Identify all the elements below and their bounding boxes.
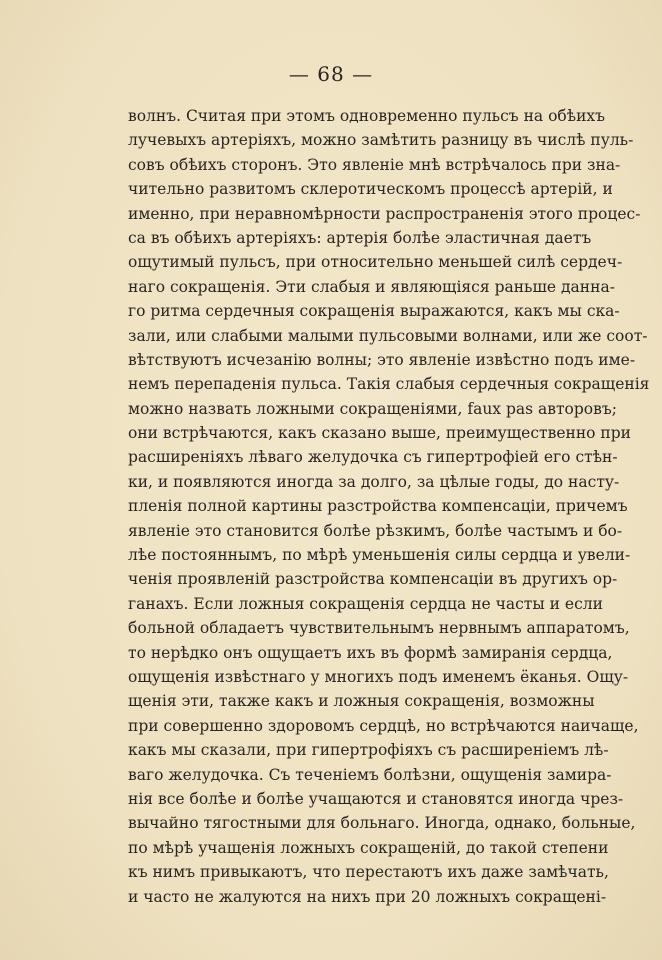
body-text: [128, 104, 650, 909]
text-line: къ нимъ привыкаютъ, что перестаютъ ихъ даже замѣчать,: [128, 863, 609, 882]
text-line: можно назвать ложными сокращеніями, faux pas авторовъ;: [128, 399, 617, 418]
text-line: пленія полной картины разстройства компенсаціи, причемъ: [128, 497, 628, 516]
text-line: ганахъ. Если ложныя сокращенія сердца не часты и если: [128, 594, 603, 613]
text-line: ваго желудочка. Съ теченіемъ болѣзни, ощущенія замира-: [128, 765, 612, 784]
text-line: наго сокращенія. Эти слабыя и являющіяся раньше данна-: [128, 277, 615, 296]
text-line: расширеніяхъ лѣваго желудочка съ гипертрофіей его стѣн-: [128, 448, 618, 467]
text-line: ченія проявленій разстройства компенсаціи въ другихъ ор-: [128, 570, 618, 589]
text-line: они встрѣчаются, какъ сказано выше, преимущественно при: [128, 424, 632, 443]
page-number: — 68 —: [288, 62, 374, 86]
text-line: ощутимый пульсъ, при относительно меньшей силѣ сердеч-: [128, 253, 623, 272]
text-line: ки, и появляются иногда за долго, за цѣлые годы, до насту-: [128, 472, 620, 491]
text-line: именно, при неравномѣрности распространенія этого процес-: [128, 204, 641, 223]
text-line: ощущенія извѣстнаго у многихъ подъ именемъ ёканья. Ощу-: [128, 667, 629, 686]
text-line: явленіе это становится болѣе рѣзкимъ, болѣе частымъ и бо-: [128, 521, 623, 540]
text-line: чительно развитомъ склеротическомъ процессѣ артерій, и: [128, 180, 613, 199]
text-line: совъ обѣихъ сторонъ. Это явленіе мнѣ встрѣчалось при зна-: [128, 155, 621, 174]
text-line: волнъ. Считая при этомъ одновременно пульсъ на обѣихъ: [128, 107, 606, 125]
text-line: вычайно тягостными для больнаго. Иногда, однако, больные,: [128, 814, 636, 833]
text-line: немъ перепаденія пульса. Такія слабыя сердечныя сокращенія: [128, 375, 650, 394]
text-line: лучевыхъ артеріяхъ, можно замѣтить разницу въ числѣ пуль-: [128, 131, 634, 150]
text-line: больной обладаетъ чувствительнымъ нервнымъ аппаратомъ,: [128, 619, 630, 638]
text-line: го ритма сердечныя сокращенія выражаются, какъ мы ска-: [128, 302, 620, 321]
text-line: зали, или слабыми малыми пульсовыми волнами, или же соот-: [128, 326, 648, 345]
text-line: то нерѣдко онъ ощущаетъ ихъ въ формѣ замиранія сердца,: [128, 643, 613, 662]
text-line: щенія эти, также какъ и ложныя сокращенія, возможны: [128, 692, 595, 711]
text-line: лѣе постояннымъ, по мѣрѣ уменьшенія силы сердца и увели-: [128, 546, 631, 565]
text-line last-line: и часто не жалуются на нихъ при 20 ложныхъ сокращені-: [128, 887, 607, 906]
text-line: нія все болѣе и болѣе учащаются и становятся иногда чрез-: [128, 789, 624, 808]
text-line: по мѣрѣ учащенія ложныхъ сокращеній, до такой степени: [128, 838, 609, 857]
text-line: при совершенно здоровомъ сердцѣ, но встрѣчаются наичаще,: [128, 716, 639, 735]
text-line: какъ мы сказали, при гипертрофіяхъ съ расширеніемъ лѣ-: [128, 741, 609, 760]
text-line: са въ обѣихъ артеріяхъ: артерія болѣе эластичная даетъ: [128, 228, 592, 247]
text-line: вѣтствуютъ исчезанію волны; это явленіе извѣстно подъ име-: [128, 350, 636, 369]
